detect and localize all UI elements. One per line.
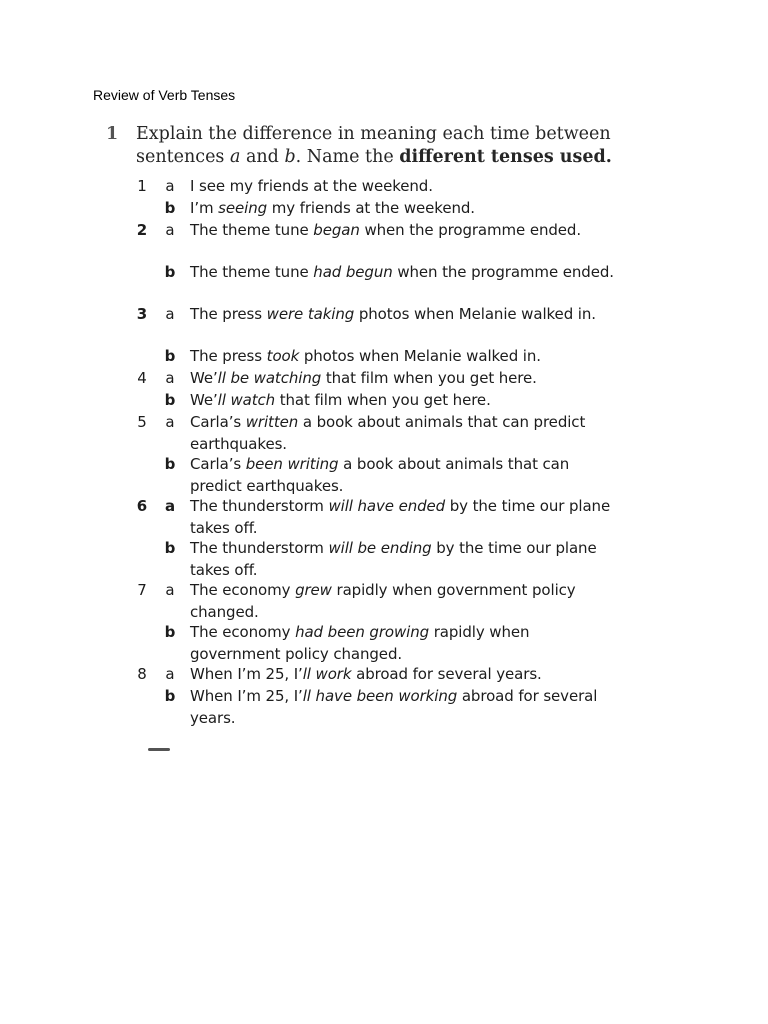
sentence-text: We’ [190, 391, 218, 409]
item-sentence [190, 262, 622, 284]
sentence-verb-italic: had begun [313, 263, 393, 281]
item-number: 1 [137, 177, 147, 195]
item-letter: b [164, 347, 176, 365]
item-sentence [190, 580, 622, 623]
item-letter: a [165, 413, 175, 431]
sentence-text: that film when you get here. [275, 391, 491, 409]
item-sentence [190, 622, 622, 665]
exercise-instruction [136, 123, 616, 169]
page-title: Review of Verb Tenses [93, 87, 236, 103]
sentence-text: The theme tune [190, 263, 314, 281]
item-number: 7 [137, 581, 147, 599]
sentence-text: photos when Melanie walked in. [299, 347, 541, 365]
item-sentence [190, 176, 622, 198]
item-number: 5 [137, 413, 147, 431]
sentence-text: The economy [190, 623, 296, 641]
item-number: 6 [136, 497, 148, 515]
item-sentence [190, 664, 622, 686]
item-letter: a [165, 305, 175, 323]
sentence-text: abroad for several years. [190, 687, 598, 727]
sentence-text: Carla’s [190, 413, 246, 431]
item-number: 3 [136, 305, 148, 323]
sentence-verb-italic: ll be watching [217, 369, 322, 387]
sentence-text: The thunderstorm [190, 497, 329, 515]
exercise-number: 1 [106, 124, 119, 144]
sentence-text: my friends at the weekend. [267, 199, 475, 217]
sentence-verb-italic: written [245, 413, 299, 431]
item-letter: a [164, 497, 176, 515]
sentence-text: When I’m 25, I’ [190, 687, 303, 705]
item-sentence [190, 390, 622, 412]
sentence-verb-italic: took [266, 347, 300, 365]
instruction-var-b: b [284, 147, 296, 167]
sentence-verb-italic: been writing [245, 455, 339, 473]
sentence-text: a book about animals that can predict earthquakes. [190, 455, 570, 495]
item-sentence [190, 198, 622, 220]
sentence-verb-italic: ll watch [217, 391, 276, 409]
sentence-text: When I’m 25, I’ [190, 665, 303, 683]
item-letter: b [164, 539, 176, 557]
item-number: 4 [137, 369, 147, 387]
item-sentence [190, 454, 622, 497]
sentence-text: The thunderstorm [190, 539, 329, 557]
instruction-line-1: Explain the difference in meaning each time between [136, 124, 611, 144]
sentence-verb-italic: ll work [302, 665, 352, 683]
sentence-verb-italic: will have ended [328, 497, 446, 515]
sentence-text: Carla’s [190, 455, 246, 473]
item-sentence [190, 686, 622, 729]
sentence-text: when the programme ended. [359, 221, 582, 239]
item-letter: b [164, 455, 176, 473]
instruction-period: . [605, 147, 612, 167]
sentence-text: abroad for several years. [351, 665, 542, 683]
item-letter: b [164, 391, 176, 409]
instruction-text: and [240, 147, 285, 167]
sentence-text: I see my friends at the weekend. [190, 177, 433, 195]
item-sentence [190, 496, 622, 539]
item-number: 8 [137, 665, 147, 683]
item-sentence [190, 412, 622, 455]
instruction-emphasis: different tenses used [399, 147, 606, 167]
item-letter: a [165, 581, 175, 599]
sentence-text: The theme tune [190, 221, 314, 239]
sentence-text: rapidly when government policy changed. [190, 581, 576, 621]
item-letter: a [165, 177, 175, 195]
item-number: 2 [136, 221, 148, 239]
sentence-text: photos when Melanie walked in. [354, 305, 596, 323]
sentence-text: The economy [190, 581, 296, 599]
sentence-text: The press [190, 347, 267, 365]
sentence-text: by the time our plane takes off. [190, 497, 611, 537]
sentence-verb-italic: will be ending [328, 539, 432, 557]
sentence-text: I’m [190, 199, 219, 217]
instruction-text: . Name the [295, 147, 400, 167]
sentence-text: when the programme ended. [392, 263, 614, 281]
sentence-text: We’ [190, 369, 218, 387]
sentence-verb-italic: grew [295, 581, 332, 599]
item-sentence [190, 220, 622, 242]
item-letter: b [164, 199, 176, 217]
sentence-verb-italic: began [313, 221, 360, 239]
item-letter: b [164, 623, 176, 641]
sentence-verb-italic: were taking [266, 305, 355, 323]
item-sentence [190, 346, 622, 368]
sentence-verb-italic: ll have been working [302, 687, 458, 705]
sentence-verb-italic: had been growing [295, 623, 430, 641]
item-sentence [190, 368, 622, 390]
item-letter: b [164, 687, 176, 705]
item-letter: b [164, 263, 176, 281]
sentence-verb-italic: seeing [218, 199, 268, 217]
sentence-text: rapidly when government policy changed. [190, 623, 530, 663]
sentence-text: by the time our plane takes off. [190, 539, 597, 579]
item-letter: a [165, 221, 175, 239]
item-sentence [190, 538, 622, 581]
instruction-var-a: a [229, 147, 241, 167]
sentence-text: a book about animals that can predict earthquakes. [190, 413, 586, 453]
instruction-text: sentences [136, 147, 230, 167]
sentence-text: that film when you get here. [321, 369, 537, 387]
scanned-exercise [90, 112, 630, 762]
item-sentence [190, 304, 622, 326]
item-letter: a [165, 665, 175, 683]
item-letter: a [165, 369, 175, 387]
sentence-text: The press [190, 305, 267, 323]
page-dash-mark [148, 748, 170, 751]
